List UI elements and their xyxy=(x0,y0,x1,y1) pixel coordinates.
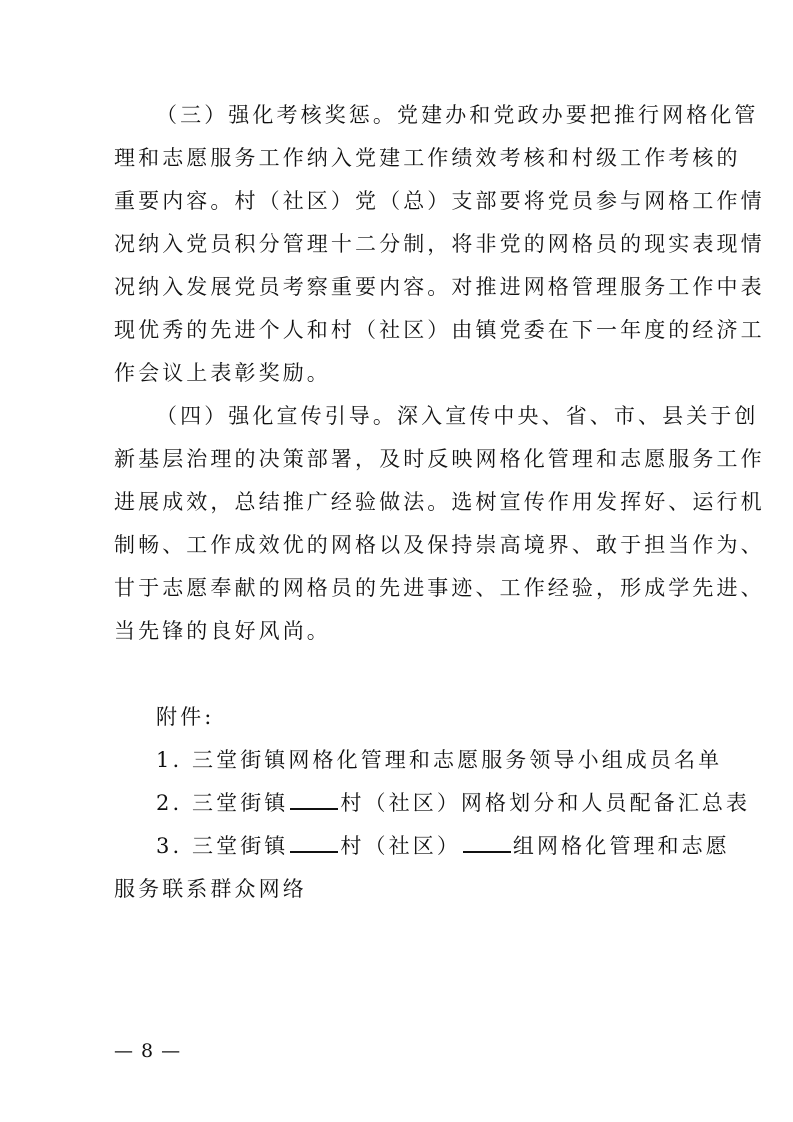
section-3-line-3: 重要内容。村（社区）党（总）支部要将党员参与网格工作情 xyxy=(114,189,765,213)
section-4-line-4: 制畅、工作成效优的网格以及保持崇高境界、敢于担当作为、 xyxy=(114,533,765,557)
attachment-item-1: 1. 三堂街镇网格化管理和志愿服务领导小组成员名单 xyxy=(156,748,723,772)
section-3-line-5: 况纳入发展党员考察重要内容。对推进网格管理服务工作中表 xyxy=(114,275,765,299)
fill-in-blank xyxy=(290,790,338,810)
attachment-item-3-middle: 村（社区） xyxy=(340,834,461,858)
section-3-line-1: （三）强化考核奖惩。党建办和党政办要把推行网格化管 xyxy=(156,103,759,127)
section-3-line-2: 理和志愿服务工作纳入党建工作绩效考核和村级工作考核的 xyxy=(114,146,741,170)
attachments-heading: 附件: xyxy=(156,705,215,729)
attachment-item-3-prefix: 3. 三堂街镇 xyxy=(156,834,289,858)
page-number: — 8 — xyxy=(114,1040,182,1062)
fill-in-blank xyxy=(290,833,338,853)
section-4-line-5: 甘于志愿奉献的网格员的先进事迹、工作经验，形成学先进、 xyxy=(114,576,765,600)
section-4-line-1: （四）强化宣传引导。深入宣传中央、省、市、县关于创 xyxy=(156,404,759,428)
fill-in-blank xyxy=(463,833,511,853)
attachment-item-3 xyxy=(156,826,730,866)
attachment-item-2 xyxy=(156,783,750,823)
attachment-item-2-prefix: 2. 三堂街镇 xyxy=(156,791,289,815)
section-3-line-7: 作会议上表彰奖励。 xyxy=(114,361,331,385)
section-4-line-2: 新基层治理的决策部署，及时反映网格化管理和志愿服务工作 xyxy=(114,447,765,471)
section-3-line-4: 况纳入党员积分管理十二分制，将非党的网格员的现实表现情 xyxy=(114,232,765,256)
section-4-line-6: 当先锋的良好风尚。 xyxy=(114,619,331,643)
attachment-item-2-suffix: 村（社区）网格划分和人员配备汇总表 xyxy=(340,791,751,815)
attachment-item-3-suffix: 组网格化管理和志愿 xyxy=(512,834,730,858)
section-3-line-6: 现优秀的先进个人和村（社区）由镇党委在下一年度的经济工 xyxy=(114,318,765,342)
attachment-item-3-continuation: 服务联系群众网络 xyxy=(114,877,307,901)
section-4-line-3: 进展成效，总结推广经验做法。选树宣传作用发挥好、运行机 xyxy=(114,490,765,514)
